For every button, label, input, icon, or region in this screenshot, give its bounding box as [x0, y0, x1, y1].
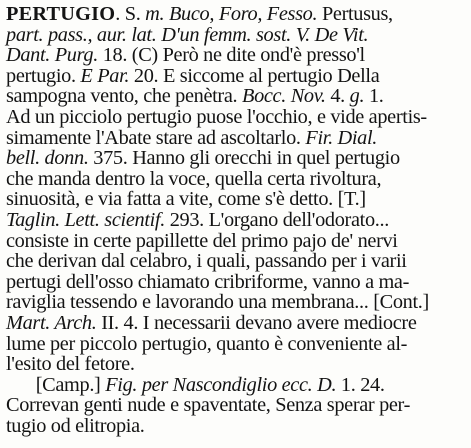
- entry-text: Pertusus,: [317, 3, 393, 25]
- entry-line: [6, 313, 465, 334]
- entry-text: pertugi dell'osso chiamato cribriforme, vanno a ma-: [6, 270, 410, 293]
- entry-line: [6, 375, 465, 396]
- entry-line: [6, 128, 465, 149]
- entry-line: [6, 45, 465, 66]
- entry-text: 4.: [325, 85, 350, 108]
- entry-line: [6, 210, 465, 231]
- entry-line: [6, 292, 465, 313]
- italic-text: Bocc. Nov.: [241, 85, 326, 108]
- entry-text: l'esito del fetore.: [6, 353, 135, 376]
- entry-line: [6, 395, 465, 416]
- entry-line: [6, 25, 465, 46]
- italic-text: g.: [349, 85, 365, 108]
- entry-line: [6, 416, 465, 437]
- entry-text: 1.: [364, 85, 384, 108]
- entry-text: [Camp.]: [35, 373, 106, 396]
- italic-text: E Par.: [80, 64, 130, 87]
- entry-line: [6, 66, 465, 87]
- entry-line: [6, 272, 465, 293]
- entry-text: che manda dentro la voce, quella certa rivoltura,: [6, 167, 382, 190]
- entry-line: [6, 4, 465, 25]
- entry-text: Correvan genti nude e spaventate, Senza sperar per-: [6, 394, 410, 417]
- entry-text: lume per piccolo pertugio, quanto è conveniente al-: [6, 332, 408, 355]
- italic-text: Mart. Arch.: [6, 311, 97, 334]
- entry-line: [6, 189, 465, 210]
- entry-text: . S.: [115, 3, 146, 25]
- entry-text: tugio od elitropia.: [6, 414, 145, 437]
- entry-text: simamente l'Abate stare ad ascoltarlo.: [6, 126, 306, 149]
- entry-line: [6, 107, 465, 128]
- entry-text: 18. (C) Però ne dite ond'è presso'l: [97, 44, 365, 67]
- entry-text: pertugio.: [6, 64, 81, 87]
- entry-text: II. 4. I necessarii devano avere mediocre: [96, 311, 417, 334]
- entry-text: 375. Hanno gli orecchi in quel pertugio: [88, 147, 400, 170]
- italic-text: m. Buco, Foro, Fesso.: [145, 3, 318, 25]
- entry-text: sampogna vento, che penètra.: [6, 85, 242, 108]
- entry-line: [6, 86, 465, 107]
- italic-text: bell. donn.: [6, 147, 89, 170]
- entry-text: raviglia tessendo e lavorando una membrana... [Cont.]: [6, 291, 429, 314]
- italic-text: Fig. per Nascondiglio ecc. D.: [105, 373, 337, 396]
- entry-line: [6, 251, 465, 272]
- italic-text: Dant. Purg.: [6, 44, 98, 67]
- entry-text: 20. E siccome al pertugio Della: [129, 64, 380, 87]
- italic-text: Fir. Dial.: [305, 126, 378, 149]
- entry-text: sinuosità, e via fatta a vite, come s'è detto. [T.]: [6, 188, 366, 211]
- entry-text: consiste in certe papillette del primo pajo de' nervi: [6, 229, 398, 252]
- entry-text: 1. 24.: [336, 373, 385, 396]
- entry-text: 293. L'organo dell'odorato...: [164, 208, 389, 231]
- entry-line: [6, 148, 465, 169]
- italic-text: part. pass., aur. lat. D'un femm. sost. V. De Vit.: [6, 23, 369, 46]
- entry-line: [6, 231, 465, 252]
- italic-text: Taglin. Lett. scientif.: [6, 208, 165, 231]
- entry-line: [6, 169, 465, 190]
- entry-body: [6, 4, 469, 436]
- entry-text: che derivan dal celabro, i quali, passando per i varii: [6, 250, 407, 273]
- entry-line: [6, 354, 465, 375]
- entry-text: Ad un picciolo pertugio puose l'occhio, e vide apertis-: [6, 105, 427, 128]
- entry-line: [6, 334, 465, 355]
- headword: PERTUGIO: [6, 3, 116, 25]
